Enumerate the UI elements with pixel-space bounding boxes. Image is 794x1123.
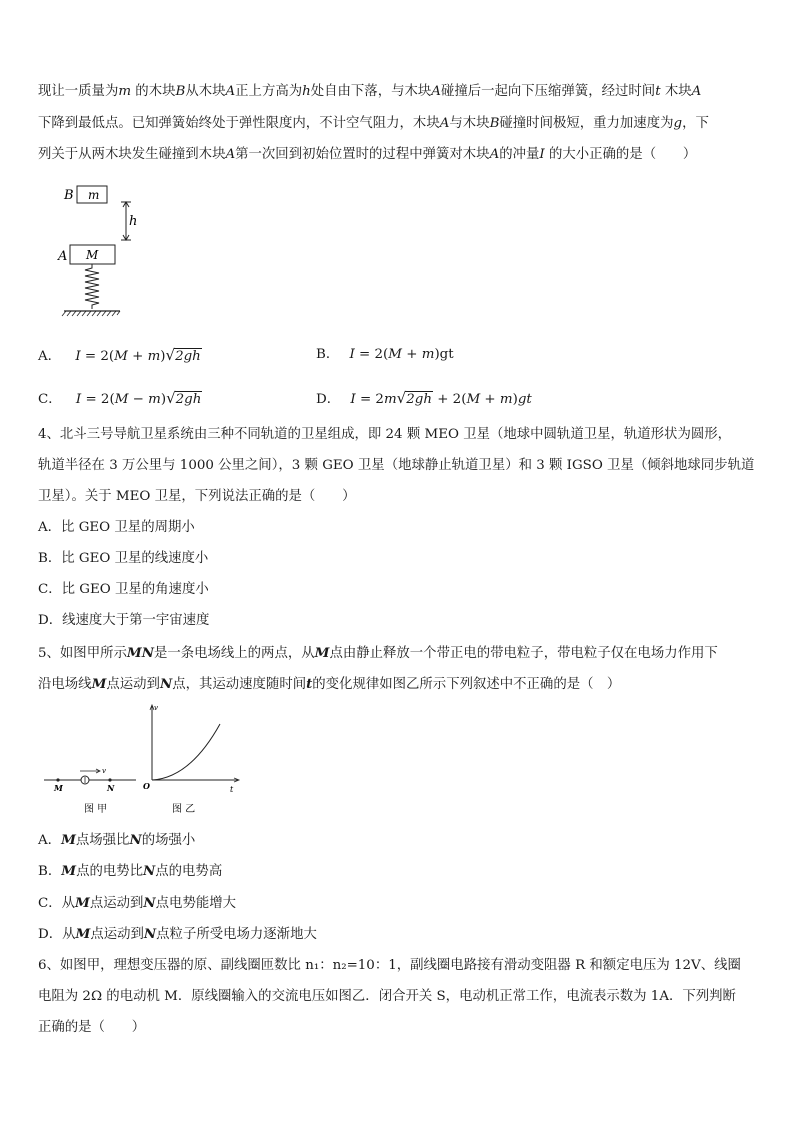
fig-label-A: A (58, 249, 68, 264)
q4-stem-line-1: 4、北斗三号导航卫星系统由三种不同轨道的卫星组成，即 24 颗 MEO 卫星（地球中圆轨道卫星，轨道形状为圆形， (38, 427, 732, 442)
point-N (108, 778, 111, 781)
v-t-curve (152, 724, 220, 780)
q5-option-a[interactable]: A．M点场强比N的场强小 (38, 832, 196, 848)
q3-stem-line-2: 下降到最低点。已知弹簧始终处于弹性限度内，不计空气阻力，木块A与木块B碰撞时间极短，重力加速度为g，下 (38, 116, 709, 131)
axis-t-label: t (230, 785, 234, 794)
q4-option-d[interactable]: D．线速度大于第一宇宙速度 (38, 613, 210, 628)
q3-option-b[interactable]: B． I = 2(M + m)gt (316, 347, 454, 362)
q3-option-a[interactable]: A． I = 2(M + m)√2gh (38, 346, 201, 364)
axis-v-label: v (154, 704, 158, 712)
point-M (56, 778, 59, 781)
q5-figure-yi (140, 700, 250, 822)
spring (85, 264, 99, 309)
q6-stem-line-2: 电阻为 2Ω 的电动机 M．原线圈输入的交流电压如图乙．闭合开关 S，电动机正常工作，电流表示数为 1A．下列判断 (38, 989, 736, 1004)
fig-label-M: M (86, 248, 99, 262)
q5-stem-line-2: 沿电场线M点运动到N点，其运动速度随时间t的变化规律如图乙所示下列叙述中不正确的是（ ） (38, 676, 621, 692)
q5-figure-jia (40, 760, 140, 820)
caption-jia: 图 甲 (84, 804, 108, 815)
caption-yi: 图 乙 (172, 804, 196, 815)
origin-label: O (143, 781, 150, 791)
q4-option-c[interactable]: C．比 GEO 卫星的角速度小 (38, 582, 209, 597)
q5-option-c[interactable]: C．从M点运动到N点电势能增大 (38, 895, 237, 911)
q3-stem-line-1: 现让一质量为m 的木块B从木块A正上方高为h处自由下落，与木块A碰撞后一起向下压缩弹簧，经过时间t 木块A (38, 84, 702, 99)
fig-v-label: v (102, 767, 106, 775)
q4-option-a[interactable]: A．比 GEO 卫星的周期小 (38, 520, 195, 535)
q3-stem-line-3: 列关于从两木块发生碰撞到木块A第一次回到初始位置时的过程中弹簧对木块A的冲量I 的大小正确的是（ ） (38, 147, 697, 162)
q3-option-d[interactable]: D． I = 2m√2gh + 2(M + m)gt (316, 389, 532, 407)
fig-label-m: m (88, 188, 100, 202)
q6-stem-line-3: 正确的是（ ） (38, 1020, 146, 1035)
fig-label-B: B (64, 188, 74, 203)
q3-spring-block-figure (56, 180, 166, 320)
fig-N-label: N (107, 783, 115, 793)
q4-option-b[interactable]: B．比 GEO 卫星的线速度小 (38, 551, 209, 566)
fig-label-h: h (129, 214, 138, 229)
q4-stem-line-2: 轨道半径在 3 万公里与 1000 公里之间），3 颗 GEO 卫星（地球静止轨道卫星）和 3 颗 IGSO 卫星（倾斜地球同步轨道 (38, 458, 755, 473)
q3-option-c[interactable]: C． I = 2(M − m)√2gh (38, 389, 202, 407)
q5-stem-line-1: 5、如图甲所示MN是一条电场线上的两点，从M点由静止释放一个带正电的带电粒子，带电粒子仅在电场力作用下 (38, 645, 718, 661)
fig-M-label: M (54, 783, 63, 793)
q5-option-b[interactable]: B．M点的电势比N点的电势高 (38, 863, 223, 879)
q6-stem-line-1: 6、如图甲，理想变压器的原、副线圈匝数比 n₁：n₂=10：1，副线圈电路接有滑动变阻器 R 和额定电压为 12V、线圈 (38, 958, 741, 973)
q5-option-d[interactable]: D．从M点运动到N点粒子所受电场力逐渐地大 (38, 926, 317, 942)
q4-stem-line-3: 卫星）。关于 MEO 卫星，下列说法正确的是（ ） (38, 489, 356, 504)
